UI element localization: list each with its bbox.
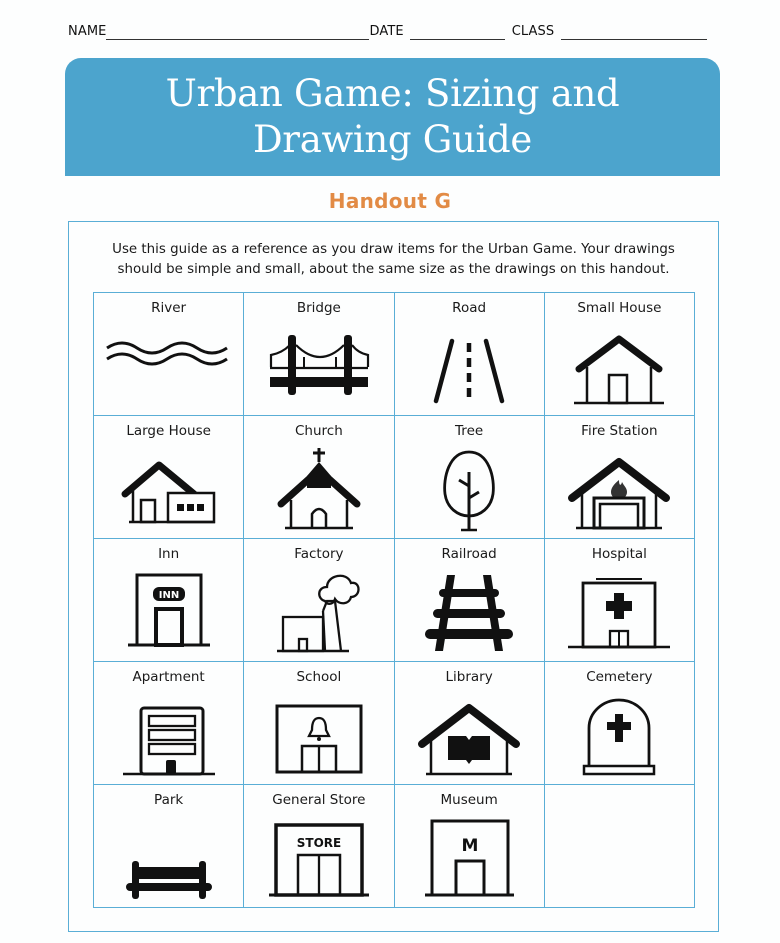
grid-cell-small-house [545,293,695,416]
railroad-icon [417,571,521,655]
grid-cell-road [395,293,545,416]
grid-cell-factory [244,539,394,662]
cell-label: Inn [158,546,180,562]
cell-label: Apartment [132,669,205,685]
hospital-icon [564,571,674,651]
grid-cell-hospital [545,539,695,662]
library-icon [414,694,524,778]
grid-cell-general-store [244,785,394,908]
grid-cell-railroad [395,539,545,662]
grid-cell-fire-station [545,416,695,539]
svg-text:STORE: STORE [296,836,342,850]
cell-label: General Store [272,792,366,808]
cell-label: Hospital [591,546,647,562]
grid-cell-empty [545,785,695,908]
cemetery-icon [569,694,669,778]
title-banner [65,58,720,176]
cell-label: Large House [126,423,211,439]
grid-cell-cemetery [545,662,695,785]
cell-label: Library [445,669,493,685]
date-field[interactable] [410,24,505,40]
cell-label: Cemetery [586,669,653,685]
grid-cell-bridge [244,293,394,416]
cell-label: Factory [294,546,344,562]
cell-label: Road [452,300,487,316]
svg-text:INN: INN [158,590,179,601]
fire-station-icon [564,448,674,532]
cell-label: River [151,300,187,316]
bridge-icon [264,325,374,395]
name-field[interactable] [106,24,369,40]
museum-icon [424,817,514,901]
river-icon [104,325,234,385]
factory-icon [269,571,369,655]
general-store-icon [267,817,371,901]
grid-cell-school [244,662,394,785]
park-bench-icon [124,817,214,901]
class-label: CLASS [511,24,555,39]
cell-label: Fire Station [581,423,658,439]
grid-cell-library [395,662,545,785]
church-icon [269,448,369,532]
date-label: DATE [369,24,404,39]
tree-icon [434,448,504,532]
grid-cell-church [244,416,394,539]
grid-cell-tree [395,416,545,539]
cell-label: Park [154,792,184,808]
cell-label: Railroad [441,546,497,562]
inn-icon [124,571,214,651]
cell-label: School [296,669,342,685]
grid-cell-inn [94,539,244,662]
cell-label: Bridge [296,300,341,316]
grid-cell-apartment [94,662,244,785]
grid-cell-large-house [94,416,244,539]
cell-label: Small House [577,300,662,316]
page-title: Urban Game: Sizing and Drawing Guide [165,72,620,161]
class-field[interactable] [561,24,707,40]
grid-cell-park [94,785,244,908]
student-info-line [68,20,724,40]
drawing-guide-grid [93,292,695,908]
grid-cell-river [94,293,244,416]
handout-subtitle: Handout G [328,189,452,213]
svg-text:M: M [461,836,479,856]
cell-label: Church [294,423,343,439]
intro-text: Use this guide as a reference as you draw items for the Urban Game. Your drawings should be simple and small, about the same size as the drawings on this handout. [112,242,675,277]
road-icon [424,325,514,405]
cell-label: Museum [440,792,498,808]
apartment-icon [121,694,217,778]
large-house-icon [119,448,219,528]
small-house-icon [569,325,669,405]
grid-cell-museum [395,785,545,908]
name-label: NAME [68,24,107,39]
school-icon [271,694,367,778]
cell-label: Tree [455,423,484,439]
